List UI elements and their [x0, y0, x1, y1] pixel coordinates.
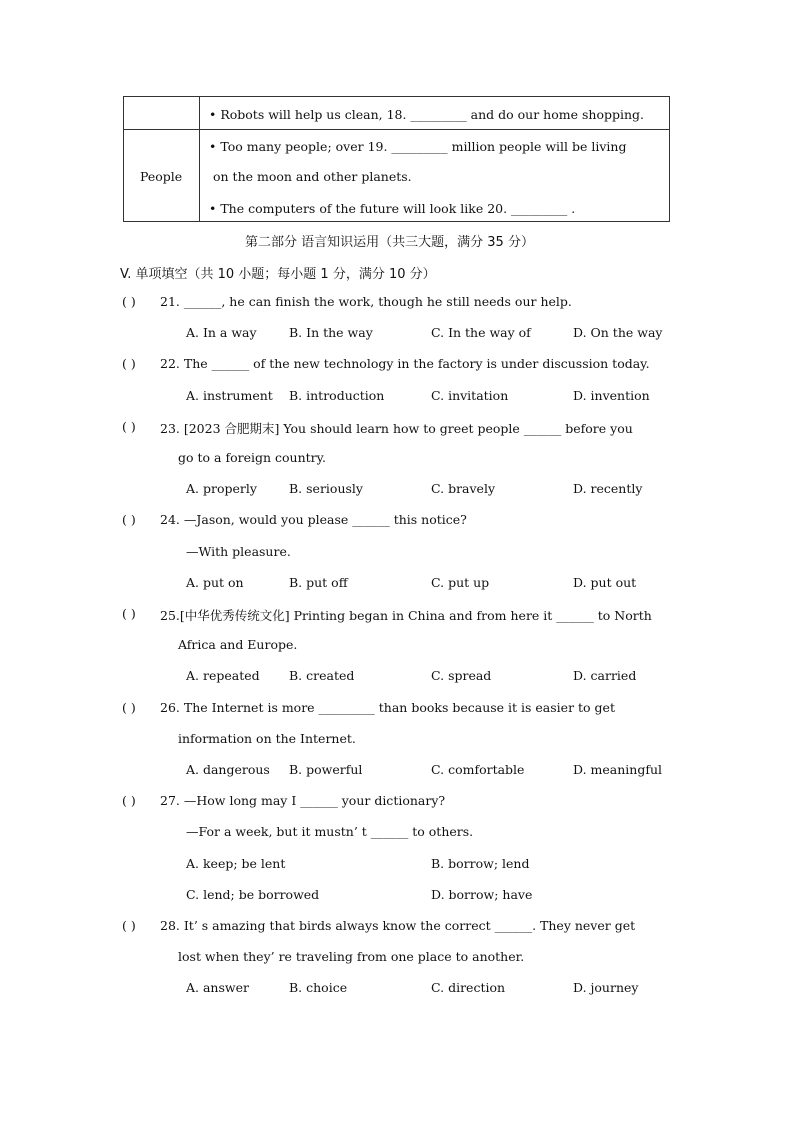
question-28-stem: 28. It’ s amazing that birds always know the correct ______. They never get — [160, 918, 636, 933]
q23-option-c: C. bravely — [431, 481, 496, 496]
answer-blank[interactable]: ( ) — [122, 793, 136, 808]
q21-option-c: C. In the way of — [431, 325, 531, 340]
question-23-stem: 23. [2023 合肥期末] You should learn how to greet people ______ before you — [160, 421, 633, 436]
q26-option-b: B. powerful — [289, 762, 363, 777]
question-21-stem: 21. ______, he can finish the work, though he still needs our help. — [160, 294, 572, 309]
question-25-continuation: Africa and Europe. — [178, 637, 298, 652]
question-25-stem: 25.[中华优秀传统文化] Printing began in China and from here it ______ to North — [160, 608, 652, 623]
q27-option-d: D. borrow; have — [431, 887, 533, 902]
question-28-continuation: lost when they’ re traveling from one place to another. — [178, 949, 525, 964]
q22-option-d: D. invention — [573, 388, 650, 403]
q26-option-a: A. dangerous — [186, 762, 270, 777]
q27-option-b: B. borrow; lend — [431, 856, 530, 871]
answer-blank[interactable]: ( ) — [122, 294, 136, 309]
question-27-stem: 27. —How long may I ______ your dictionary? — [160, 793, 446, 808]
question-24-continuation: —With pleasure. — [186, 544, 291, 559]
q24-option-a: A. put on — [186, 575, 244, 590]
table-row-header-people: People — [140, 169, 183, 184]
q23-option-a: A. properly — [186, 481, 257, 496]
q22-option-a: A. instrument — [186, 388, 273, 403]
q28-option-a: A. answer — [186, 980, 249, 995]
answer-blank[interactable]: ( ) — [122, 700, 136, 715]
q21-option-a: A. In a way — [186, 325, 257, 340]
section-title: V. 单项填空（共 10 小题；每小题 1 分，满分 10 分） — [120, 267, 436, 282]
q25-option-c: C. spread — [431, 668, 492, 683]
q23-option-d: D. recently — [573, 481, 643, 496]
q24-option-c: C. put up — [431, 575, 490, 590]
q27-option-c: C. lend; be borrowed — [186, 887, 320, 902]
content-table — [123, 96, 670, 222]
question-26-stem: 26. The Internet is more _________ than books because it is easier to get — [160, 700, 615, 715]
table-line-20: • The computers of the future will look like 20. _________ . — [209, 201, 576, 216]
answer-blank[interactable]: ( ) — [122, 606, 136, 621]
question-27-continuation: —For a week, but it mustn’ t ______ to others. — [186, 824, 474, 839]
q28-option-b: B. choice — [289, 980, 348, 995]
q22-option-c: C. invitation — [431, 388, 509, 403]
table-row-divider — [124, 129, 669, 130]
answer-blank[interactable]: ( ) — [122, 356, 136, 371]
q26-option-c: C. comfortable — [431, 762, 525, 777]
q22-option-b: B. introduction — [289, 388, 385, 403]
q25-option-b: B. created — [289, 668, 355, 683]
answer-blank[interactable]: ( ) — [122, 512, 136, 527]
q24-option-b: B. put off — [289, 575, 348, 590]
question-26-continuation: information on the Internet. — [178, 731, 356, 746]
part-title: 第二部分 语言知识运用（共三大题，满分 35 分） — [245, 235, 534, 250]
q28-option-d: D. journey — [573, 980, 639, 995]
table-line-19-cont: on the moon and other planets. — [213, 169, 412, 184]
q28-option-c: C. direction — [431, 980, 506, 995]
question-23-continuation: go to a foreign country. — [178, 450, 326, 465]
question-22-stem: 22. The ______ of the new technology in the factory is under discussion today. — [160, 356, 650, 371]
q23-option-b: B. seriously — [289, 481, 363, 496]
answer-blank[interactable]: ( ) — [122, 419, 136, 434]
question-24-stem: 24. —Jason, would you please ______ this notice? — [160, 512, 467, 527]
table-line-19: • Too many people; over 19. _________ million people will be living — [209, 139, 627, 154]
q21-option-b: B. In the way — [289, 325, 373, 340]
table-line-18: • Robots will help us clean, 18. _________ and do our home shopping. — [209, 107, 644, 122]
q25-option-a: A. repeated — [186, 668, 260, 683]
table-column-divider — [199, 97, 200, 221]
q26-option-d: D. meaningful — [573, 762, 663, 777]
q21-option-d: D. On the way — [573, 325, 663, 340]
q27-option-a: A. keep; be lent — [186, 856, 286, 871]
q24-option-d: D. put out — [573, 575, 637, 590]
q25-option-d: D. carried — [573, 668, 637, 683]
answer-blank[interactable]: ( ) — [122, 918, 136, 933]
